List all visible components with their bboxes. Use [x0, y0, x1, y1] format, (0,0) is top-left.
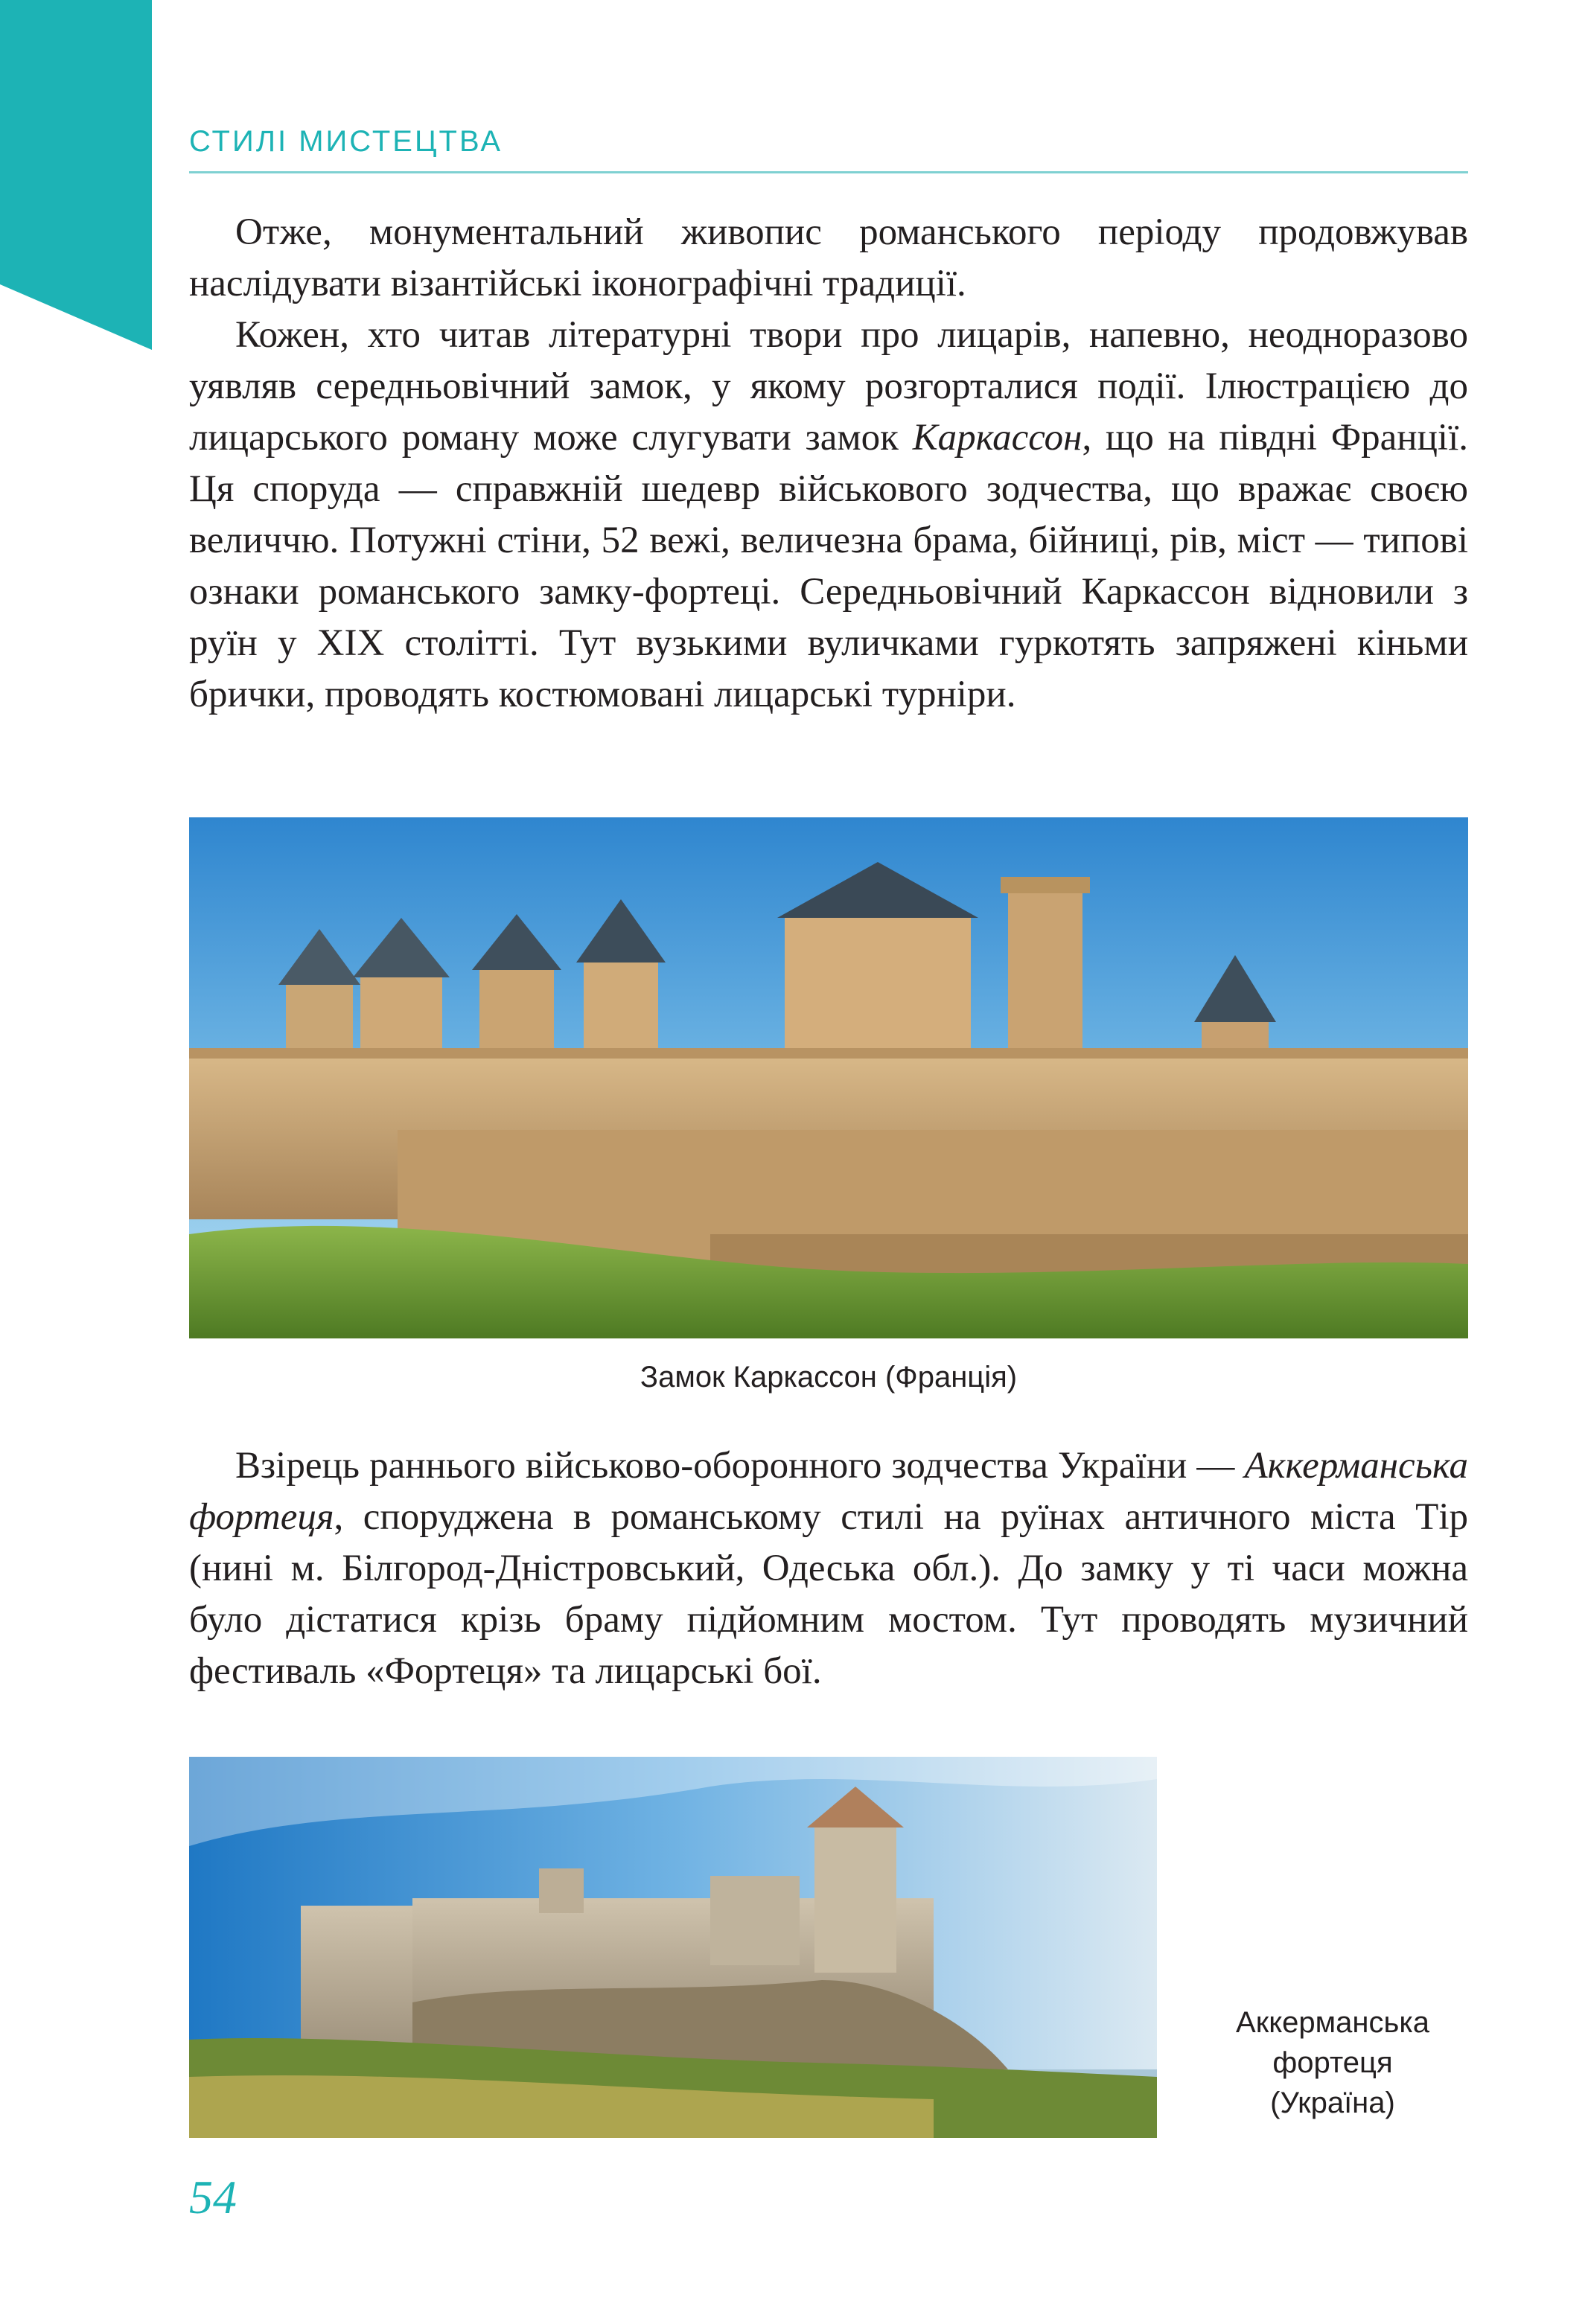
akkerman-fortress-photo [189, 1757, 1157, 2138]
emphasis-carcassonne: Каркассон [912, 417, 1082, 459]
carcassonne-photo [189, 817, 1468, 1338]
paragraph-text: , що на півдні Франції. Ця споруда — справжній шедевр військового зодчества, що вражає своєю величчю. Потужні стіни, 52 вежі, величезна брама, бійниці, рів, міст — типові ознаки романського замку-фортеці. Середньовічний Каркассон відновили з руїн у XIX столітті. Тут вузькими вуличками гуркотять запряжені кіньми брички, проводять костюмовані лицарські турніри. [189, 417, 1468, 715]
carcassonne-caption: Замок Каркассон (Франція) [640, 1361, 1018, 1394]
caption-line: Аккерманська [1236, 2006, 1429, 2039]
header-rule [189, 171, 1468, 173]
emphasis-akkerman: Аккерманська фортеця [189, 1445, 1468, 1538]
paragraph-carcassonne [189, 310, 1468, 721]
paragraph-text: Кожен, хто читав літературні твори про лицарів, напевно, неодноразово уявляв середньовічний замок, у якому розгорталися події. Ілюстрацією до лицарського роману може слугувати замок [189, 314, 1468, 459]
paragraph-text: , споруджена в романському стилі на руїнах античного міста Тір (нині м. Білгород-Дністровський, Одеська обл.). До замку у ті часи можна було дістатися крізь браму підйомним мостом. Тут проводять музичний фестиваль «Фортеця» та лицарські бої. [189, 1496, 1468, 1692]
akkerman-caption [1184, 2002, 1482, 2123]
paragraph-akkerman [189, 1440, 1468, 1697]
corner-accent-shape [0, 0, 152, 350]
page-number: 54 [189, 2171, 237, 2224]
paragraph-text: Взірець раннього військово-оборонного зодчества України — [235, 1445, 1245, 1487]
section-title: СТИЛІ МИСТЕЦТВА [189, 125, 503, 158]
caption-line: (Україна) [1270, 2087, 1395, 2119]
paragraph-intro: Отже, монументальний живопис романського періоду продовжував наслідувати візантійські іконографічні традиції. [189, 211, 1468, 304]
caption-line: фортеця [1272, 2046, 1393, 2079]
